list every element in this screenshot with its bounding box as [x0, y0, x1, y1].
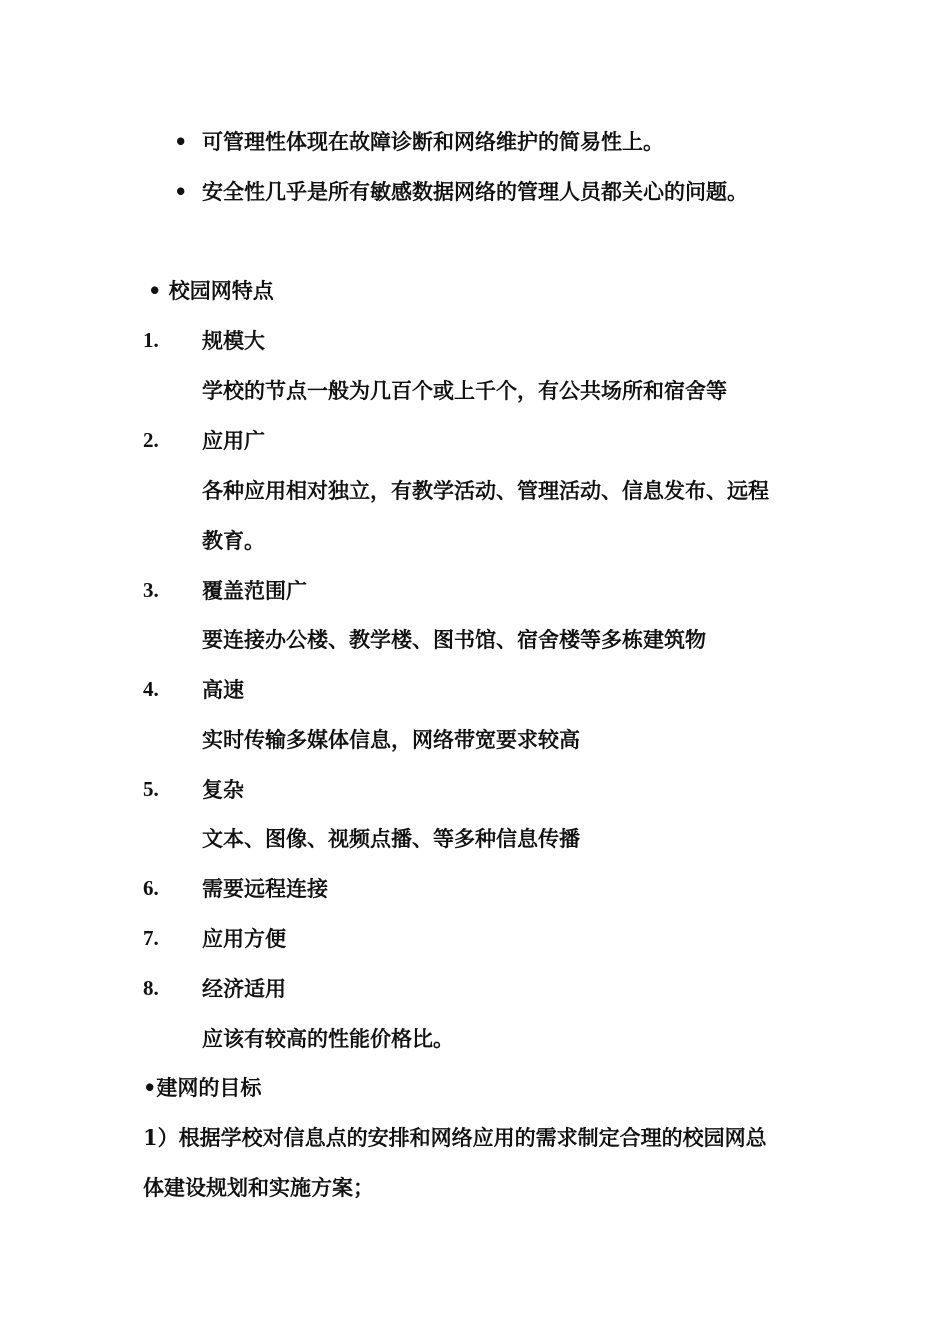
item-number: 7.: [143, 926, 159, 950]
item-number: 5.: [143, 777, 159, 801]
item-number: 3.: [143, 578, 159, 602]
item-title: 需要远程连接: [202, 876, 328, 901]
item-description: 各种应用相对独立，有教学活动、管理活动、信息发布、远程: [202, 478, 769, 503]
item-description: 教育。: [202, 528, 265, 553]
item-title: 覆盖范围广: [202, 578, 307, 603]
item-title: 应用方便: [202, 926, 286, 951]
bullet-marker: •: [174, 179, 188, 204]
item-number: 1.: [143, 328, 159, 352]
item-title: 高速: [202, 677, 244, 702]
paragraph-line: 1）根据学校对信息点的安排和网络应用的需求制定合理的校园网总: [143, 1125, 767, 1150]
item-title: 规模大: [202, 328, 265, 353]
item-description: 应该有较高的性能价格比。: [202, 1026, 454, 1051]
section-heading: •建网的目标: [143, 1075, 262, 1100]
bullet-text: 安全性几乎是所有敏感数据网络的管理人员都关心的问题。: [202, 179, 748, 204]
item-description: 文本、图像、视频点播、等多种信息传播: [202, 826, 580, 851]
item-title: 复杂: [202, 777, 244, 802]
section-heading: • 校园网特点: [148, 278, 274, 303]
item-number: 8.: [143, 976, 159, 1000]
bullet-marker: •: [174, 129, 188, 154]
item-number: 4.: [143, 677, 159, 701]
item-description: 实时传输多媒体信息，网络带宽要求较高: [202, 727, 580, 752]
item-description: 要连接办公楼、教学楼、图书馆、宿舍楼等多栋建筑物: [202, 627, 706, 652]
item-number: 2.: [143, 428, 159, 452]
item-title: 经济适用: [202, 976, 286, 1001]
bullet-text: 可管理性体现在故障诊断和网络维护的简易性上。: [202, 129, 664, 154]
item-number: 6.: [143, 876, 159, 900]
paragraph-line: 体建设规划和实施方案；: [143, 1175, 374, 1200]
item-title: 应用广: [202, 428, 265, 453]
item-description: 学校的节点一般为几百个或上千个，有公共场所和宿舍等: [202, 378, 727, 403]
